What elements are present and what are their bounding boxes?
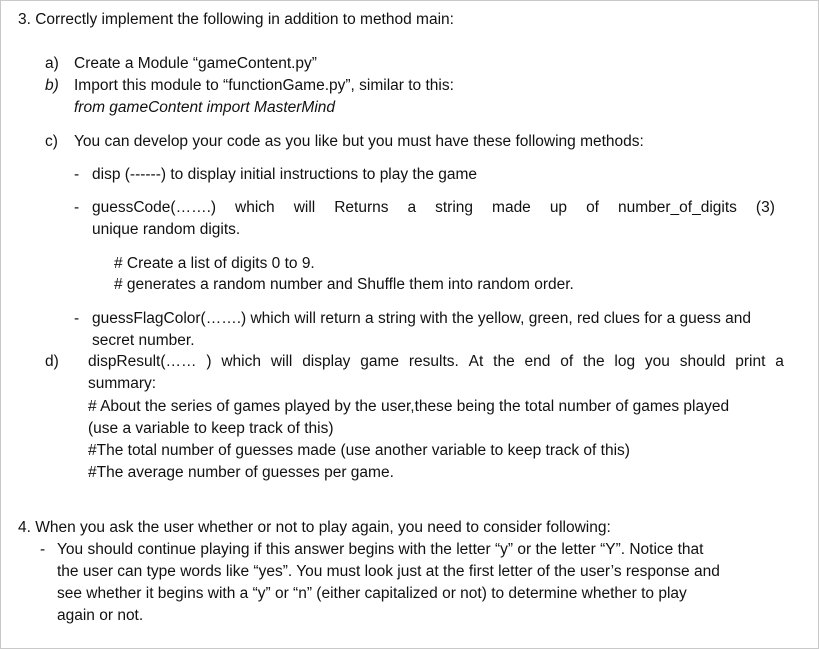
word: display bbox=[302, 353, 351, 370]
word: the bbox=[493, 353, 515, 370]
word: dispResult(…… bbox=[88, 353, 197, 370]
item-c-text: You can develop your code as you like but you must have these following methods: bbox=[74, 133, 644, 150]
flagcolor-dash: - bbox=[74, 310, 80, 327]
word: which bbox=[235, 199, 275, 216]
word: made bbox=[492, 199, 531, 216]
item-d-line1 bbox=[88, 352, 784, 372]
q4-line3: see whether it begins with a “y” or “n” (either capitalized or not) to determine whether to play bbox=[57, 585, 687, 602]
comment-shuffle: # generates a random number and Shuffle them into random order. bbox=[114, 276, 574, 293]
question-4-heading: 4. When you ask the user whether or not to play again, you need to consider following: bbox=[18, 519, 611, 536]
item-a-text: Create a Module “gameContent.py” bbox=[74, 55, 317, 72]
word: up bbox=[549, 199, 568, 216]
disp-dash: - bbox=[74, 166, 80, 183]
guesscode-method-cont: unique random digits. bbox=[92, 221, 241, 238]
comment-create-list: # Create a list of digits 0 to 9. bbox=[114, 255, 315, 272]
item-d-marker: d) bbox=[45, 353, 59, 370]
word: will bbox=[270, 353, 293, 370]
item-d-series: # About the series of games played by the user,these being the total number of games played bbox=[88, 398, 730, 415]
flagcolor-method-line1: guessFlagColor(…….) which will return a string with the yellow, green, red clues for a guess and bbox=[92, 310, 752, 327]
word: log bbox=[614, 353, 636, 370]
item-b-text: Import this module to “functionGame.py”, similar to this: bbox=[74, 77, 454, 94]
guesscode-dash: - bbox=[74, 199, 80, 216]
q4-dash: - bbox=[40, 541, 46, 558]
word: which bbox=[221, 353, 261, 370]
word: (3) bbox=[755, 199, 775, 216]
word: ) bbox=[206, 353, 212, 370]
word: At bbox=[468, 353, 484, 370]
q4-line1: You should continue playing if this answer begins with the letter “y” or the letter “Y”. Notice that bbox=[57, 541, 704, 558]
word: string bbox=[435, 199, 474, 216]
item-d-variable: (use a variable to keep track of this) bbox=[88, 420, 334, 437]
question-3-heading: 3. Correctly implement the following in addition to method main: bbox=[18, 11, 454, 28]
word: of bbox=[586, 199, 599, 216]
item-d-average: #The average number of guesses per game. bbox=[88, 464, 394, 481]
word: a bbox=[407, 199, 417, 216]
item-c-marker: c) bbox=[45, 133, 58, 150]
word: end bbox=[524, 353, 551, 370]
q4-line2: the user can type words like “yes”. You must look just at the first letter of the user’s response and bbox=[57, 563, 720, 580]
guesscode-method-line bbox=[92, 198, 775, 218]
word: the bbox=[583, 353, 605, 370]
word: guessCode(…….) bbox=[92, 199, 217, 216]
q4-line4: again or not. bbox=[57, 607, 144, 624]
flagcolor-method-line2: secret number. bbox=[92, 332, 195, 349]
word: results. bbox=[408, 353, 459, 370]
item-b-marker: b) bbox=[45, 77, 59, 94]
item-d-summary: summary: bbox=[88, 375, 157, 392]
item-d-total-guesses: #The total number of guesses made (use another variable to keep track of this) bbox=[88, 442, 630, 459]
word: a bbox=[775, 353, 784, 370]
item-b-code: from gameContent import MasterMind bbox=[74, 99, 336, 116]
word: should bbox=[679, 353, 726, 370]
disp-method-text: disp (------) to display initial instructions to play the game bbox=[92, 166, 478, 183]
word: print bbox=[735, 353, 766, 370]
word: number_of_digits bbox=[618, 199, 737, 216]
item-a-marker: a) bbox=[45, 55, 59, 72]
word: game bbox=[360, 353, 400, 370]
word: will bbox=[293, 199, 316, 216]
word: of bbox=[560, 353, 574, 370]
word: Returns bbox=[334, 199, 389, 216]
word: you bbox=[644, 353, 670, 370]
